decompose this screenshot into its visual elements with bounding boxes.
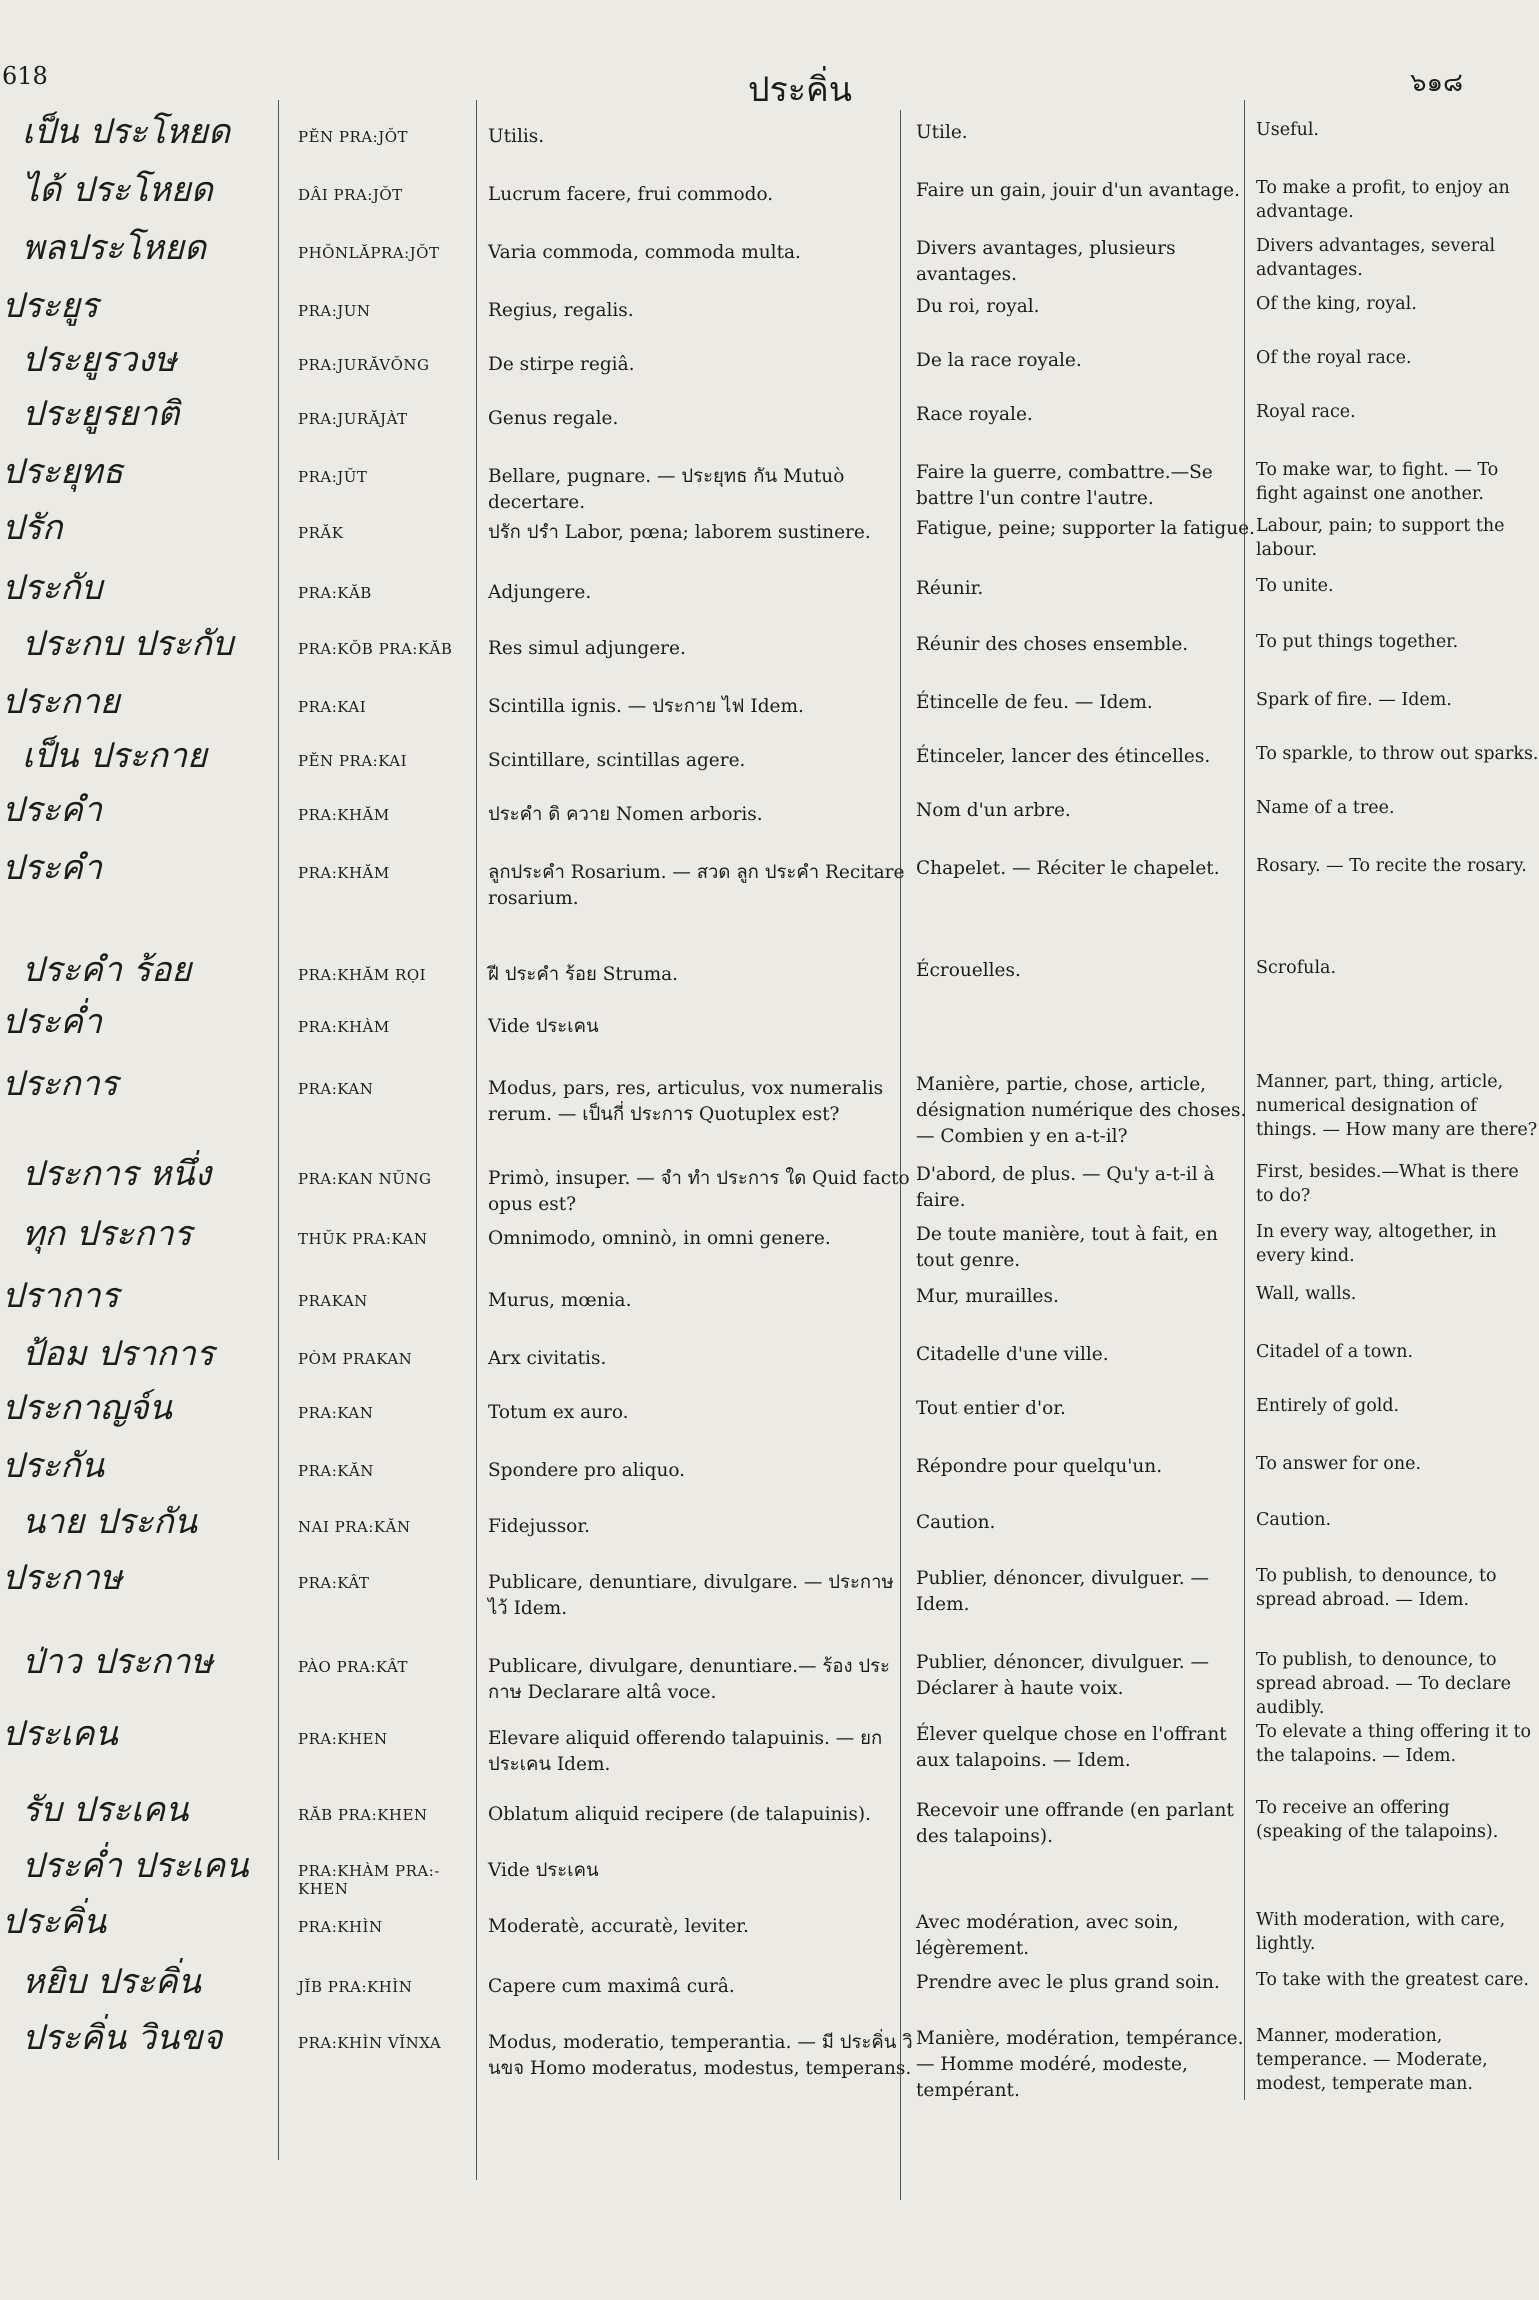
entry-latin: ลูกประคำ Rosarium. — สวด ลูก ประคำ Recitare rosarium. xyxy=(488,862,905,909)
entry-thai-headword: ประการ xyxy=(2,1064,119,1104)
entry-french: Écrouelles. xyxy=(916,960,1021,981)
entry-french: Avec modération, avec soin, légèrement. xyxy=(916,1912,1179,1959)
entry-transliteration: PRA:KĂN xyxy=(298,1462,374,1480)
entry-thai-headword: รับ ประเคน xyxy=(22,1790,189,1830)
entry-transliteration: PRA:KHÌN VĬNXA xyxy=(298,2034,442,2052)
entry-thai-headword: ประเคน xyxy=(2,1714,118,1754)
entry-thai-headword: นาย ประกัน xyxy=(22,1502,197,1542)
entry-english: Useful. xyxy=(1256,120,1319,140)
entry-thai-headword: ประกับ xyxy=(2,568,103,608)
entry-transliteration: PRA:KAN NŬNG xyxy=(298,1170,432,1188)
entry-latin: Utilis. xyxy=(488,126,545,147)
entry-french: Publier, dénoncer, divulguer. — Déclarer à haute voix. xyxy=(916,1652,1210,1699)
entry-latin: Res simul adjungere. xyxy=(488,638,686,659)
entry-french: D'abord, de plus. — Qu'y a-t-il à faire. xyxy=(916,1164,1215,1211)
entry-french: Tout entier d'or. xyxy=(916,1398,1066,1419)
entry-thai-headword: ประค่ำ xyxy=(2,1002,102,1042)
entry-english: To answer for one. xyxy=(1256,1454,1422,1474)
entry-transliteration: DÂI PRA:JŎT xyxy=(298,186,403,204)
entry-thai-headword: ประกาย xyxy=(2,682,120,722)
entry-latin: Totum ex auro. xyxy=(488,1402,629,1423)
entry-thai-headword: ประกบ ประกับ xyxy=(22,624,234,664)
entry-french: Étincelle de feu. — Idem. xyxy=(916,692,1153,713)
entry-transliteration: PRA:JURĂJÀT xyxy=(298,410,408,428)
entry-english: To receive an offering (speaking of the talapoins). xyxy=(1256,1798,1499,1842)
entry-transliteration: PĔN PRA:JŎT xyxy=(298,128,409,146)
entry-latin: ฝี ประคำ ร้อย Struma. xyxy=(488,964,679,985)
entry-french: Race royale. xyxy=(916,404,1033,425)
entry-thai-headword: ปรัก xyxy=(2,508,63,548)
entry-french: Faire la guerre, combattre.—Se battre l'un contre l'autre. xyxy=(916,462,1213,509)
entry-transliteration: PRA:KHÀM xyxy=(298,1018,390,1036)
entry-english: Rosary. — To recite the rosary. xyxy=(1256,856,1527,876)
entry-english: Name of a tree. xyxy=(1256,798,1395,818)
entry-thai-headword: ประคิ่น xyxy=(2,1902,107,1942)
entry-transliteration: PRA:KŎB PRA:KĂB xyxy=(298,640,453,658)
entry-french: Publier, dénoncer, divulguer. — Idem. xyxy=(916,1568,1210,1615)
entry-latin: Elevare aliquid offerendo talapuinis. — ยก ประเคน Idem. xyxy=(488,1728,883,1775)
entry-transliteration: PRA:KAN xyxy=(298,1404,374,1422)
entry-french: Recevoir une offrande (en parlant des talapoins). xyxy=(916,1800,1234,1847)
entry-latin: Capere cum maximâ curâ. xyxy=(488,1976,735,1997)
entry-thai-headword: ประยูรวงษ xyxy=(22,340,177,380)
entry-thai-headword: ประคำ ร้อย xyxy=(22,950,192,990)
entry-french: Manière, modération, tempérance. — Homme modéré, modeste, tempérant. xyxy=(916,2028,1244,2101)
entry-thai-headword: ประค่ำ ประเคน xyxy=(22,1846,249,1886)
entry-french: Nom d'un arbre. xyxy=(916,800,1071,821)
entry-latin: Publicare, denuntiare, divulgare. — ประกาษ ไว้ Idem. xyxy=(488,1572,894,1619)
entry-thai-headword: ป้อม ปราการ xyxy=(22,1334,215,1374)
entry-french: Prendre avec le plus grand soin. xyxy=(916,1972,1220,1993)
entry-transliteration: PÒM PRAKAN xyxy=(298,1350,413,1368)
entry-latin: Adjungere. xyxy=(488,582,592,603)
entry-english: With moderation, with care, lightly. xyxy=(1256,1910,1506,1954)
entry-english: Entirely of gold. xyxy=(1256,1396,1400,1416)
entry-latin: Regius, regalis. xyxy=(488,300,634,321)
entry-transliteration: PRA:JŬT xyxy=(298,468,368,486)
entry-french: De toute manière, tout à fait, en tout genre. xyxy=(916,1224,1218,1271)
entry-latin: Bellare, pugnare. — ประยุทธ กัน Mutuò decertare. xyxy=(488,466,845,513)
entry-latin: ประคำ ดิ ควาย Nomen arboris. xyxy=(488,804,763,825)
entry-english: Of the royal race. xyxy=(1256,348,1412,368)
entry-latin: ปรัก ปรำ Labor, pœna; laborem sustinere. xyxy=(488,522,871,543)
entry-latin: Varia commoda, commoda multa. xyxy=(488,242,801,263)
entry-thai-headword: ประคิ่น วินขจ xyxy=(22,2018,223,2058)
entry-english: To put things together. xyxy=(1256,632,1459,652)
entry-french: Faire un gain, jouir d'un avantage. xyxy=(916,180,1241,201)
entry-transliteration: PRA:KHĂM xyxy=(298,806,390,824)
entry-transliteration: PĔN PRA:KAI xyxy=(298,752,408,770)
entry-english: To take with the greatest care. xyxy=(1256,1970,1529,1990)
entry-english: To publish, to denounce, to spread abroad. — To declare audibly. xyxy=(1256,1650,1511,1718)
entry-latin: Moderatè, accuratè, leviter. xyxy=(488,1916,749,1937)
entry-latin: Scintillare, scintillas agere. xyxy=(488,750,746,771)
entry-latin: Modus, pars, res, articulus, vox numeralis rerum. — เป็นกี่ ประการ Quotuplex est? xyxy=(488,1078,884,1125)
entry-thai-headword: ปราการ xyxy=(2,1276,119,1316)
entry-transliteration: RĂB PRA:KHEN xyxy=(298,1806,428,1824)
entry-english: Divers advantages, several advantages. xyxy=(1256,236,1496,280)
entry-transliteration: PRAKAN xyxy=(298,1292,368,1310)
entry-english: To elevate a thing offering it to the talapoins. — Idem. xyxy=(1256,1722,1532,1766)
entry-transliteration: PRA:KHEN xyxy=(298,1730,388,1748)
page-heading: ประคิ่น xyxy=(747,70,853,110)
entry-english: Spark of fire. — Idem. xyxy=(1256,690,1452,710)
entry-english: Manner, part, thing, article, numerical designation of things. — How many are there? xyxy=(1256,1072,1538,1140)
entry-french: Caution. xyxy=(916,1512,996,1533)
entry-thai-headword: ทุก ประการ xyxy=(22,1214,192,1254)
entry-french: Manière, partie, chose, article, désignation numérique des choses. — Combien y en a-t-il? xyxy=(916,1074,1247,1147)
entry-thai-headword: พลประโหยด xyxy=(22,228,207,268)
entry-french: Chapelet. — Réciter le chapelet. xyxy=(916,858,1220,879)
entry-transliteration: PRA:KĂB xyxy=(298,584,372,602)
entry-thai-headword: ได้ ประโหยด xyxy=(22,170,213,210)
entry-transliteration: PRA:KÂT xyxy=(298,1574,370,1592)
entry-english: In every way, altogether, in every kind. xyxy=(1256,1222,1497,1266)
entry-transliteration: PRA:KAI xyxy=(298,698,367,716)
entry-thai-headword: เป็น ประกาย xyxy=(22,736,207,776)
entry-latin: Vide ประเคน xyxy=(488,1860,599,1881)
entry-latin: Primò, insuper. — จำ ทำ ประการ ใด Quid facto opus est? xyxy=(488,1168,910,1215)
entry-english: Manner, moderation, temperance. — Moderate, modest, temperate man. xyxy=(1256,2026,1488,2094)
entry-french: De la race royale. xyxy=(916,350,1082,371)
entry-thai-headword: ประคำ xyxy=(2,848,102,888)
entry-transliteration: PHŎNLĂPRA:JŎT xyxy=(298,244,440,262)
entry-transliteration: PÀO PRA:KÂT xyxy=(298,1658,409,1676)
entry-transliteration: JĬB PRA:KHÌN xyxy=(298,1978,413,1996)
entry-french: Répondre pour quelqu'un. xyxy=(916,1456,1163,1477)
entry-thai-headword: ประยูร xyxy=(2,286,99,326)
entry-transliteration: NAI PRA:KĂN xyxy=(298,1518,411,1536)
entry-latin: Vide ประเคน xyxy=(488,1016,599,1037)
entry-latin: Modus, moderatio, temperantia. — มี ประคิ่น วินขจ Homo moderatus, modestus, temperans. xyxy=(488,2032,913,2079)
entry-transliteration: PRA:KHĂM RỌI xyxy=(298,966,427,984)
entry-french: Du roi, royal. xyxy=(916,296,1040,317)
entry-transliteration: PRA:KHÌN xyxy=(298,1918,383,1936)
entry-english: Royal race. xyxy=(1256,402,1356,422)
entry-thai-headword: ประยูรยาติ xyxy=(22,394,180,434)
entry-latin: Spondere pro aliquo. xyxy=(488,1460,686,1481)
entry-transliteration: PRA:KHÀM PRA:-KHEN xyxy=(298,1862,440,1898)
entry-latin: Fidejussor. xyxy=(488,1516,591,1537)
entry-french: Utile. xyxy=(916,122,968,143)
entry-french: Réunir des choses ensemble. xyxy=(916,634,1189,655)
page-number-thai: ๖๑๘ xyxy=(1410,68,1464,98)
entry-latin: Scintilla ignis. — ประกาย ไฟ Idem. xyxy=(488,696,804,717)
entry-thai-headword: ประคำ xyxy=(2,790,102,830)
entry-french: Étinceler, lancer des étincelles. xyxy=(916,746,1211,767)
entry-thai-headword: เป็น ประโหยด xyxy=(22,112,231,152)
entry-thai-headword: ประกาญจ์น xyxy=(2,1388,172,1428)
entry-latin: Genus regale. xyxy=(488,408,619,429)
entry-french: Citadelle d'une ville. xyxy=(916,1344,1109,1365)
entry-english: To publish, to denounce, to spread abroad. — Idem. xyxy=(1256,1566,1497,1610)
entry-english: To make war, to fight. — To fight against one another. xyxy=(1256,460,1499,504)
page-number: 618 xyxy=(2,62,48,90)
entry-english: First, besides.—What is there to do? xyxy=(1256,1162,1519,1206)
entry-english: Wall, walls. xyxy=(1256,1284,1357,1304)
entry-thai-headword: ประกาษ xyxy=(2,1558,123,1598)
entry-latin: Lucrum facere, frui commodo. xyxy=(488,184,774,205)
entry-thai-headword: ป่าว ประกาษ xyxy=(22,1642,213,1682)
entry-english: Caution. xyxy=(1256,1510,1332,1530)
entry-transliteration: PRA:KAN xyxy=(298,1080,374,1098)
entry-french: Réunir. xyxy=(916,578,984,599)
entry-transliteration: PRA:KHĂM xyxy=(298,864,390,882)
entry-english: Scrofula. xyxy=(1256,958,1337,978)
entry-latin: Oblatum aliquid recipere (de talapuinis). xyxy=(488,1804,871,1825)
entry-english: Labour, pain; to support the labour. xyxy=(1256,516,1505,560)
entry-thai-headword: ประกัน xyxy=(2,1446,104,1486)
entry-english: To make a profit, to enjoy an advantage. xyxy=(1256,178,1510,222)
entry-english: Citadel of a town. xyxy=(1256,1342,1414,1362)
entry-french: Mur, murailles. xyxy=(916,1286,1059,1307)
entry-french: Divers avantages, plusieurs avantages. xyxy=(916,238,1176,285)
entry-latin: Murus, mœnia. xyxy=(488,1290,632,1311)
entry-latin: De stirpe regiâ. xyxy=(488,354,635,375)
entry-thai-headword: หยิบ ประคิ่น xyxy=(22,1962,201,2002)
entry-english: To sparkle, to throw out sparks. xyxy=(1256,744,1539,764)
entry-transliteration: PRA:JUN xyxy=(298,302,371,320)
entry-latin: Omnimodo, omninò, in omni genere. xyxy=(488,1228,831,1249)
entry-latin: Publicare, divulgare, denuntiare.— ร้อง ประกาษ Declarare altâ voce. xyxy=(488,1656,890,1703)
entry-transliteration: PRA:JURĂVŎNG xyxy=(298,356,430,374)
entry-english: To unite. xyxy=(1256,576,1334,596)
entry-english: Of the king, royal. xyxy=(1256,294,1417,314)
entry-thai-headword: ประการ หนึ่ง xyxy=(22,1154,212,1194)
entry-transliteration: THŬK PRA:KAN xyxy=(298,1230,428,1248)
entry-french: Élever quelque chose en l'offrant aux talapoins. — Idem. xyxy=(916,1724,1227,1771)
entry-transliteration: PRĂK xyxy=(298,524,344,542)
entry-french: Fatigue, peine; supporter la fatigue. xyxy=(916,518,1255,539)
entry-latin: Arx civitatis. xyxy=(488,1348,607,1369)
entry-thai-headword: ประยุทธ xyxy=(2,452,124,492)
